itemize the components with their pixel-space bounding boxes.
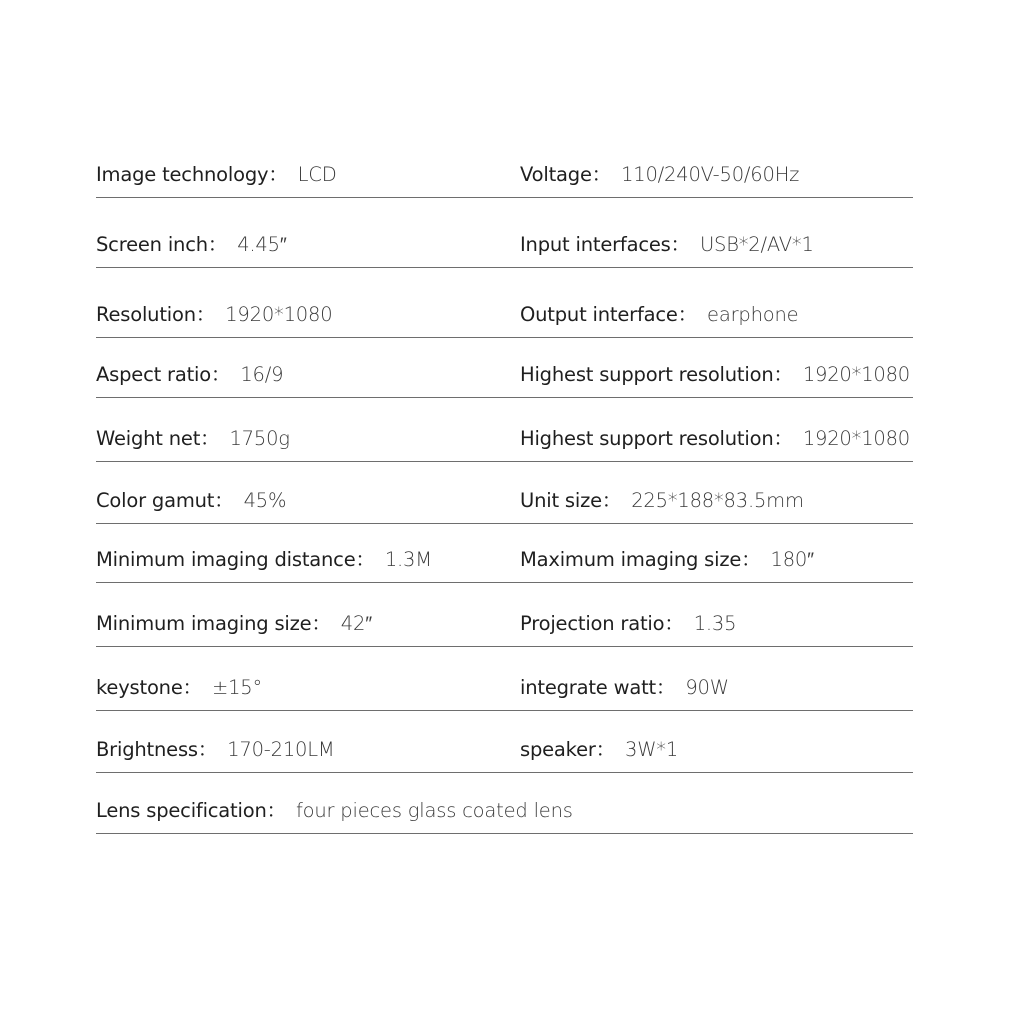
- spec-label: Image technology: [96, 163, 269, 186]
- spec-row: [96, 406, 913, 462]
- spec-item-left: [96, 548, 432, 572]
- spec-label: Brightness: [96, 738, 198, 761]
- spec-row: [96, 655, 913, 711]
- spec-label: Input interfaces: [520, 233, 671, 256]
- spec-separator: ：: [311, 612, 331, 635]
- spec-label: Minimum imaging size: [96, 612, 312, 635]
- spec-item-left: [96, 738, 335, 762]
- spec-item-right: [520, 489, 804, 513]
- spec-separator: ：: [601, 489, 622, 512]
- spec-separator: ：: [591, 163, 612, 186]
- spec-separator: ：: [664, 612, 684, 635]
- spec-value: 1.35: [693, 612, 737, 635]
- spec-label: speaker: [520, 738, 596, 761]
- spec-separator: ：: [266, 799, 286, 822]
- spec-separator: ：: [197, 738, 218, 761]
- spec-label: Highest support resolution: [520, 363, 774, 386]
- spec-label: Weight net: [96, 427, 201, 450]
- spec-value: ±15°: [211, 676, 263, 699]
- row-divider: [96, 833, 913, 834]
- spec-value: 1920*1080: [225, 303, 333, 326]
- row-divider: [96, 582, 913, 583]
- spec-item-right: [520, 363, 910, 387]
- spec-row: [96, 591, 913, 647]
- spec-item-right: [520, 738, 678, 762]
- spec-label: Minimum imaging distance: [96, 548, 356, 571]
- spec-value: earphone: [707, 303, 799, 326]
- spec-item-left: [96, 612, 372, 636]
- spec-separator: ：: [268, 163, 288, 186]
- spec-value: 1920*1080: [802, 363, 911, 386]
- spec-value: 90W: [685, 676, 729, 699]
- spec-row: [96, 142, 913, 198]
- spec-value: 1.3M: [384, 548, 432, 571]
- spec-label: Output interface: [520, 303, 678, 326]
- spec-item-right: [520, 612, 736, 636]
- spec-value: 1920*1080: [802, 427, 911, 450]
- spec-item-right: [520, 233, 814, 257]
- spec-value: 225*188*83.5mm: [631, 489, 804, 512]
- spec-separator: ：: [207, 233, 228, 256]
- spec-value: four pieces glass coated lens: [295, 799, 573, 822]
- spec-row: [96, 282, 913, 338]
- spec-separator: ：: [200, 427, 220, 450]
- spec-label: Screen inch: [96, 233, 208, 256]
- spec-item-right: [520, 548, 814, 572]
- spec-separator: ：: [195, 303, 216, 326]
- row-divider: [96, 267, 913, 268]
- row-divider: [96, 397, 913, 398]
- spec-value: LCD: [297, 163, 337, 186]
- spec-label: Highest support resolution: [520, 427, 774, 450]
- spec-item-left: [96, 303, 332, 327]
- spec-value: 170-210LM: [227, 738, 335, 761]
- spec-row: [96, 778, 913, 834]
- spec-item-left: [96, 163, 337, 187]
- spec-value: 180″: [770, 548, 814, 571]
- spec-separator: ：: [670, 233, 690, 256]
- row-divider: [96, 461, 913, 462]
- spec-value: 3W*1: [625, 738, 679, 761]
- spec-separator: ：: [656, 676, 676, 699]
- spec-row: [96, 468, 913, 524]
- spec-item-left: [96, 676, 262, 700]
- row-divider: [96, 523, 913, 524]
- spec-label: Maximum imaging size: [520, 548, 742, 571]
- spec-item-left: [96, 489, 286, 513]
- spec-item-left: [96, 427, 290, 451]
- spec-separator: ：: [211, 363, 231, 386]
- spec-row: [96, 342, 913, 398]
- spec-item-left: [96, 233, 287, 257]
- spec-value: 16/9: [240, 363, 284, 386]
- row-divider: [96, 197, 913, 198]
- spec-separator: ：: [595, 738, 616, 761]
- spec-label: Aspect ratio: [96, 363, 211, 386]
- spec-row: [96, 212, 913, 268]
- spec-separator: ：: [677, 303, 698, 326]
- row-divider: [96, 710, 913, 711]
- spec-item-left: [96, 363, 283, 387]
- spec-item-right: [520, 163, 799, 187]
- spec-separator: ：: [214, 489, 234, 512]
- spec-label: Projection ratio: [520, 612, 665, 635]
- spec-separator: ：: [773, 363, 793, 386]
- spec-value: 45%: [243, 489, 287, 512]
- spec-label: keystone: [96, 676, 183, 699]
- row-divider: [96, 337, 913, 338]
- spec-label: Lens specification: [96, 799, 267, 822]
- spec-item-right: [520, 676, 729, 700]
- spec-separator: ：: [355, 548, 375, 571]
- spec-value: 1750g: [229, 427, 290, 450]
- spec-item-right: [520, 427, 910, 451]
- spec-value: 42″: [340, 612, 372, 635]
- spec-separator: ：: [741, 548, 761, 571]
- spec-item-left: [96, 799, 573, 823]
- spec-separator: ：: [773, 427, 793, 450]
- spec-label: Resolution: [96, 303, 196, 326]
- spec-value: 110/240V-50/60Hz: [621, 163, 800, 186]
- spec-label: Color gamut: [96, 489, 215, 512]
- row-divider: [96, 772, 913, 773]
- spec-label: Unit size: [520, 489, 602, 512]
- spec-row: [96, 717, 913, 773]
- spec-label: integrate watt: [520, 676, 656, 699]
- spec-value: USB*2/AV*1: [699, 233, 814, 256]
- spec-separator: ：: [182, 676, 202, 699]
- spec-value: 4.45″: [237, 233, 287, 256]
- spec-label: Voltage: [520, 163, 592, 186]
- row-divider: [96, 646, 913, 647]
- spec-item-right: [520, 303, 798, 327]
- spec-row: [96, 527, 913, 583]
